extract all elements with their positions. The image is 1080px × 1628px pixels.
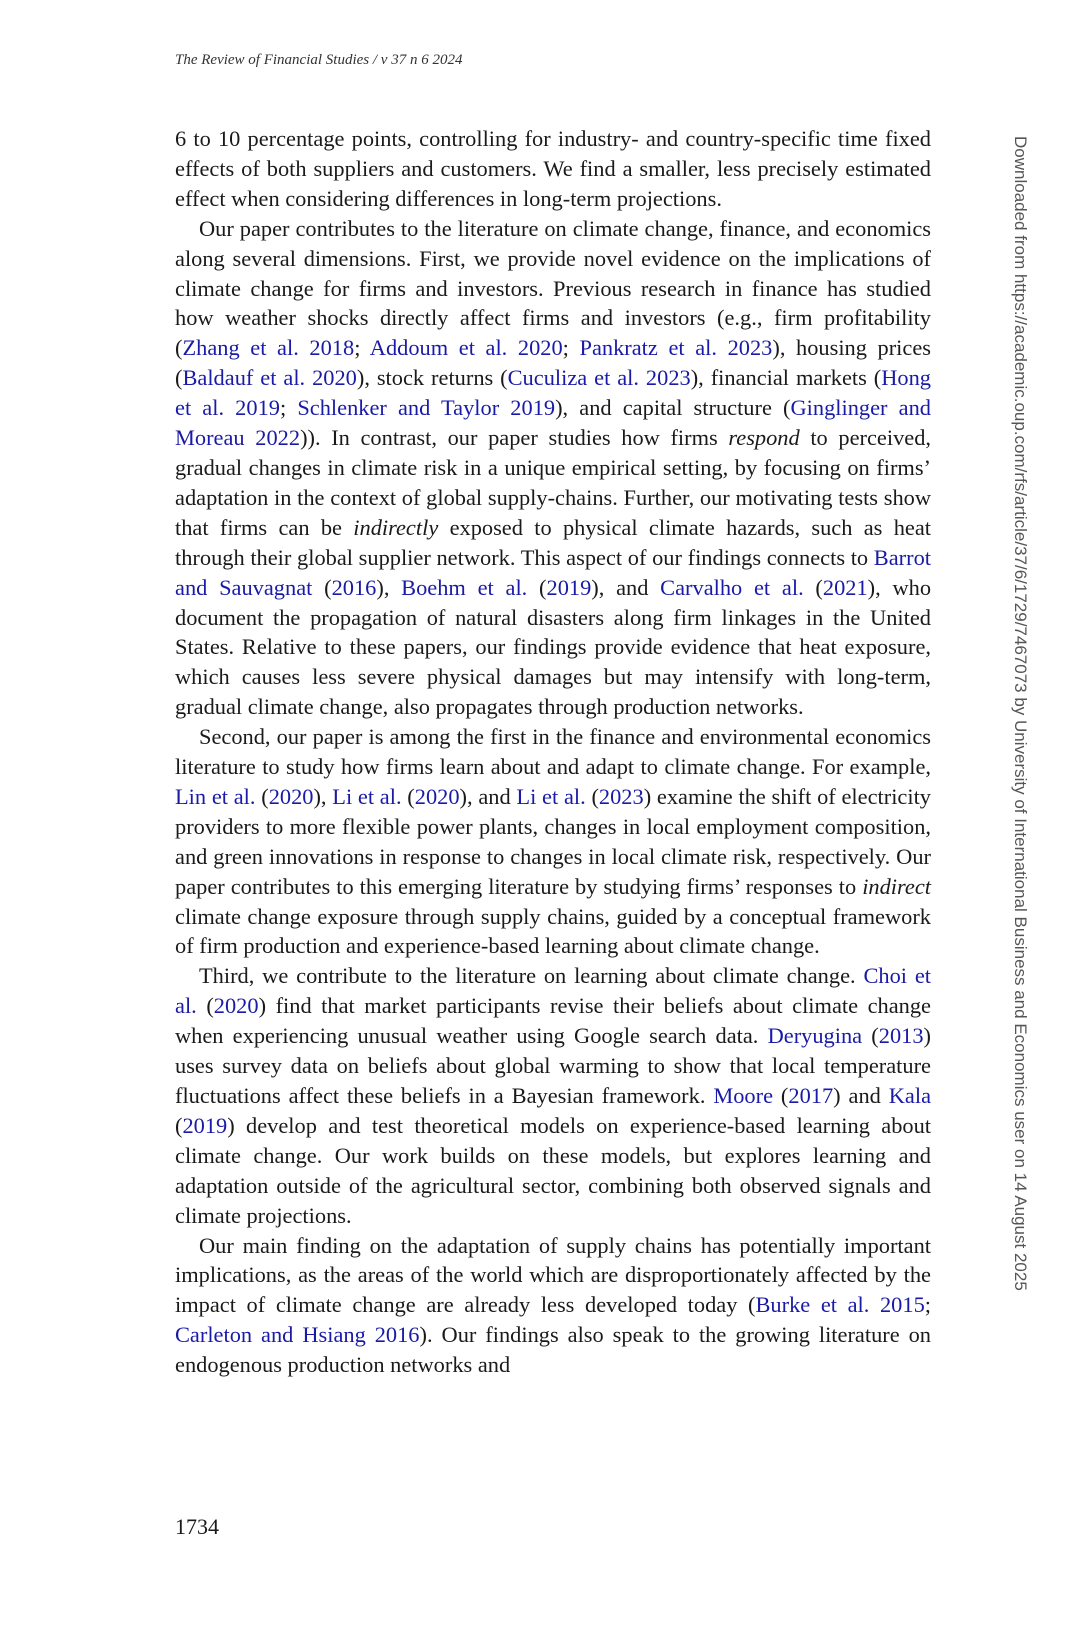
citation-link[interactable]: 2013 (878, 1023, 924, 1049)
text-run: Second, our paper is among the first in the finance and environmental economics literature to study how firms learn about and adapt to climate change. For example, (175, 724, 931, 780)
citation-link[interactable]: Li et al. (332, 783, 402, 809)
text-run: 6 to 10 percentage points, controlling for industry- and country-specific time fixed effects of both suppliers and customers. We find a smaller, less precisely estimated effect when considering differences in long-term projections. (175, 126, 931, 211)
text-run: ( (175, 1112, 183, 1138)
text-run: ) examine the shift of electricity providers to more flexible power plants, changes in local employment composition, and green innovations in response to changes in local climate risk, respectively. Our paper contributes to this emerging literature by studying firms’ responses to (175, 783, 931, 899)
paragraph (175, 722, 931, 961)
text-run: ), stock returns ( (356, 365, 508, 391)
text-run: Third, we contribute to the literature on learning about climate change. (199, 963, 864, 989)
citation-link[interactable]: Deryugina (767, 1023, 863, 1049)
citation-link[interactable]: Ginglinger and Moreau 2022 (175, 395, 931, 451)
citation-link[interactable]: 2020 (213, 993, 259, 1019)
text-run: ; (279, 395, 298, 421)
text-run: Our paper contributes to the literature on climate change, finance, and economics along several dimensions. First, we provide novel evidence on the implications of climate change for firms and investors. Previous research in finance has studied how weather shocks directly affect firms and investors (e.g., firm profitability ( (175, 215, 931, 361)
citation-link[interactable]: Barrot and Sauvagnat (175, 544, 931, 600)
citation-link[interactable]: 2020 (268, 783, 314, 809)
emphasis-text: indirect (862, 873, 931, 899)
text-run: ( (862, 1023, 879, 1049)
text-run: ), housing prices ( (175, 335, 931, 391)
running-head: The Review of Financial Studies / v 37 n 6 2024 (175, 52, 463, 68)
paragraph (175, 1231, 931, 1381)
citation-link[interactable]: 2019 (546, 574, 592, 600)
text-run: ( (196, 993, 214, 1019)
text-run: ( (585, 783, 599, 809)
text-run: ) and (833, 1083, 889, 1108)
text-run: ( (803, 574, 823, 600)
citation-link[interactable]: 2016 (331, 574, 377, 600)
text-run: ), and (591, 574, 661, 600)
citation-link[interactable]: 2021 (822, 574, 868, 600)
text-run: ), (313, 783, 333, 809)
citation-link[interactable]: Addoum et al. 2020 (369, 335, 563, 361)
citation-link[interactable]: Zhang et al. 2018 (182, 335, 355, 361)
citation-link[interactable]: Li et al. (516, 783, 586, 809)
text-run: ), and (459, 783, 517, 809)
citation-link[interactable]: 2019 (182, 1112, 228, 1138)
text-run: climate change exposure through supply chains, guided by a conceptual framework of firm production and experience-based learning about climate change. (175, 903, 931, 959)
citation-link[interactable]: Boehm et al. (401, 574, 528, 600)
citation-link[interactable]: Kala (888, 1083, 932, 1108)
citation-link[interactable]: Moore (713, 1083, 774, 1108)
citation-link[interactable]: Cuculiza et al. 2023 (507, 365, 691, 391)
text-run: ), and capital structure ( (555, 395, 791, 421)
text-run: ), who document the propagation of natural disasters along firm linkages in the United States. Relative to these papers, our findings provide evidence that heat exposure, which causes less severe physical damages but may intensify with long-term, gradual climate change, also propagates through production networks. (175, 574, 932, 720)
text-run: ) uses survey data on beliefs about global warming to show that local temperature fluctuations affect these beliefs in a Bayesian framework. (175, 1023, 931, 1108)
emphasis-text: respond (728, 425, 800, 451)
text-run: to perceived, gradual changes in climate risk in a unique empirical setting, by focusing on firms’ adaptation in the context of global supply-chains. Further, our motivating tests show that firms can be (175, 425, 932, 540)
citation-link[interactable]: Carvalho et al. (660, 574, 804, 600)
text-run: ). Our findings also speak to the growing literature on endogenous production networks and (175, 1322, 932, 1378)
citation-link[interactable]: Hong et al. 2019 (175, 365, 932, 421)
text-run: ( (527, 574, 547, 600)
download-watermark: Downloaded from https://academic.oup.com/rfs/article/37/6/1729/7467073 by University of International Business and Economics user on 14 August 2025 (1011, 136, 1030, 1291)
citation-link[interactable]: Burke et al. 2015 (755, 1292, 925, 1318)
text-run: ( (401, 783, 415, 809)
text-run: ; (924, 1292, 931, 1318)
text-run: ) find that market participants revise their beliefs about climate change when experiencing unusual weather using Google search data. (175, 993, 931, 1049)
text-run: ) develop and test theoretical models on experience-based learning about climate change. Our work builds on these models, but explores learning and adaptation outside of the agricultural sector, combining both observed signals and climate projections. (175, 1112, 931, 1228)
citation-link[interactable]: 2017 (788, 1083, 834, 1108)
citation-link[interactable]: Baldauf et al. 2020 (182, 365, 357, 391)
text-run: ( (255, 783, 269, 809)
citation-link[interactable]: Lin et al. (175, 783, 256, 809)
paragraph (175, 214, 931, 722)
text-run: ( (773, 1083, 789, 1108)
text-run: ( (312, 574, 332, 600)
text-run: ), financial markets ( (690, 365, 882, 391)
body-text (175, 124, 931, 1380)
citation-link[interactable]: 2020 (414, 783, 460, 809)
text-run: ), (376, 574, 402, 600)
citation-link[interactable]: Schlenker and Taylor 2019 (297, 395, 556, 421)
text-run: Our main finding on the adaptation of supply chains has potentially important implications, as the areas of the world which are disproportionately affected by the impact of climate change are already less developed today ( (175, 1232, 931, 1318)
text-run: ; (354, 335, 370, 361)
citation-link[interactable]: Pankratz et al. 2023 (579, 335, 773, 361)
text-run: exposed to physical climate hazards, such as heat through their global supplier network. This aspect of our findings connects to (175, 514, 931, 570)
paragraph (175, 124, 931, 214)
paragraph (175, 961, 931, 1230)
text-run: )). In contrast, our paper studies how firms (300, 425, 729, 451)
text-run: ; (562, 335, 580, 361)
citation-link[interactable]: Carleton and Hsiang 2016 (175, 1322, 420, 1348)
emphasis-text: indirectly (353, 514, 439, 540)
page-number: 1734 (175, 1514, 219, 1539)
citation-link[interactable]: Choi et al. (175, 963, 931, 1019)
citation-link[interactable]: 2023 (598, 783, 644, 809)
